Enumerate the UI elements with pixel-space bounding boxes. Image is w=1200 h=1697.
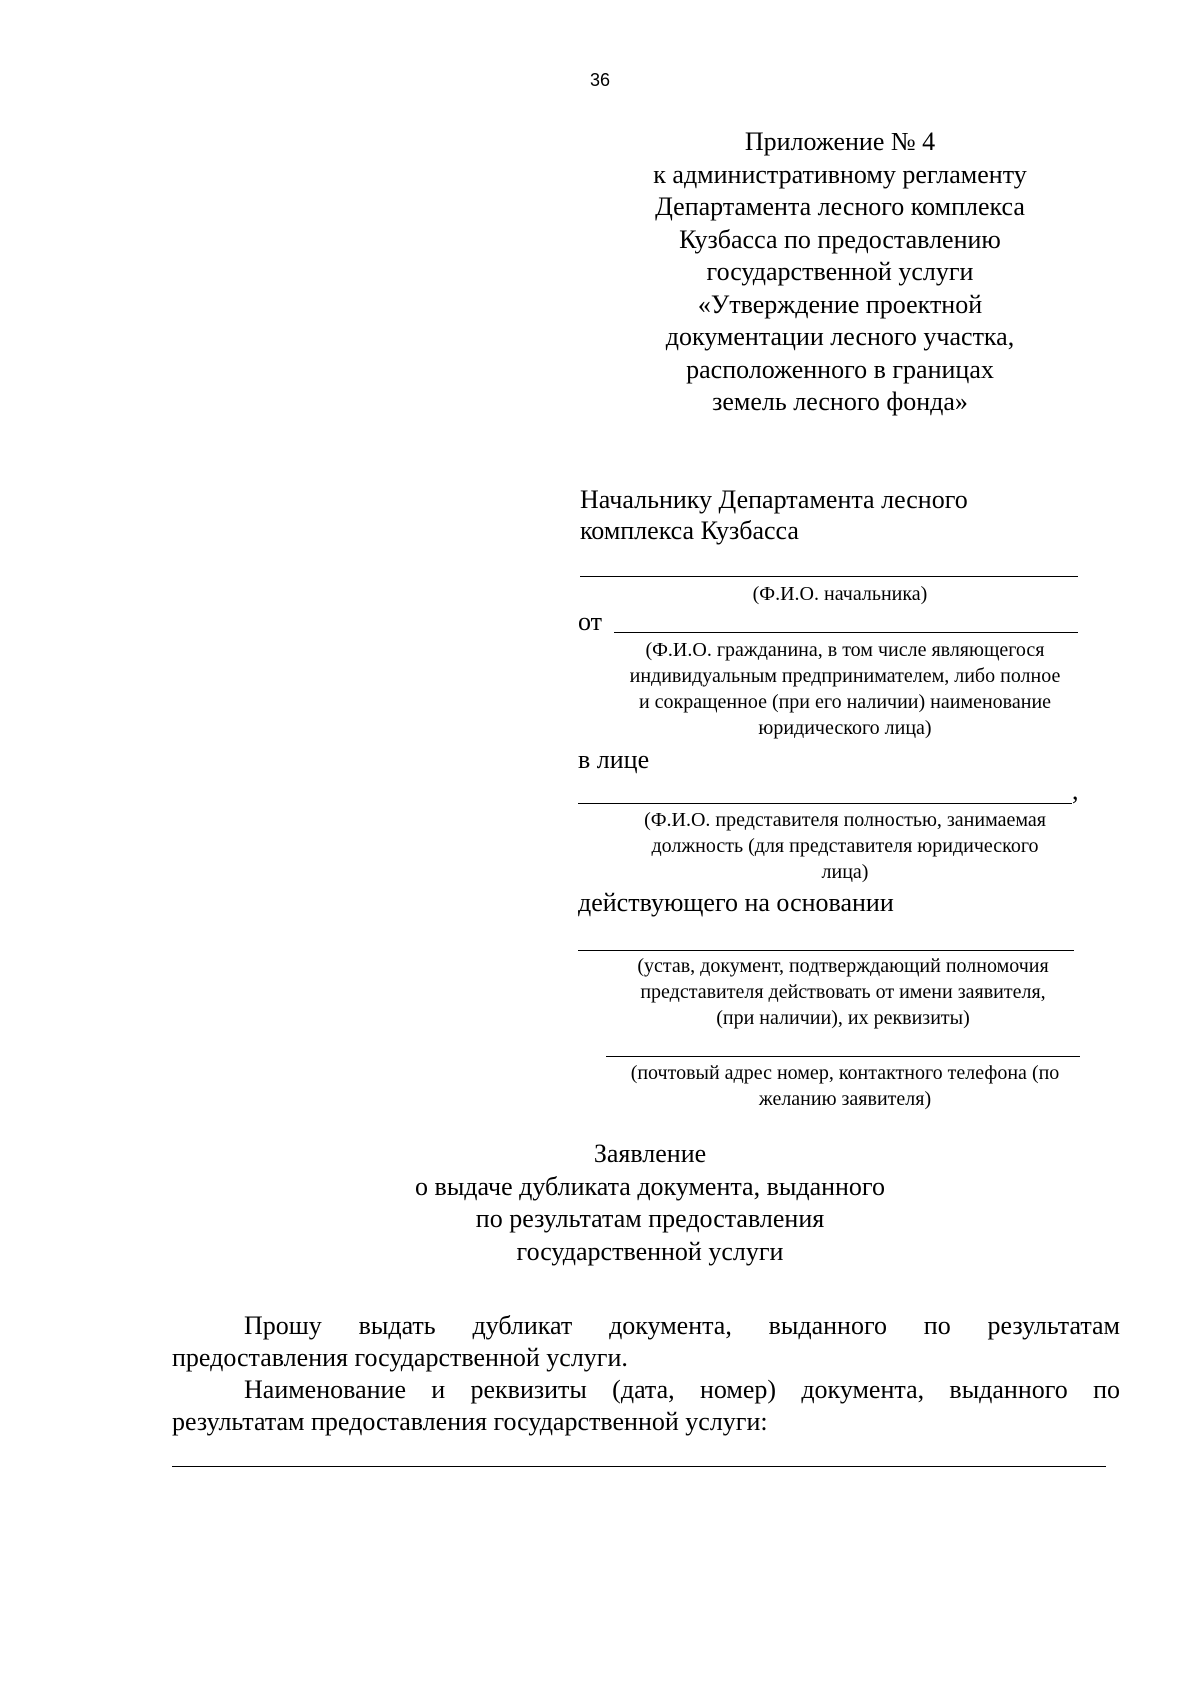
title-line: по результатам предоставления — [475, 1204, 825, 1233]
head-name-line[interactable] — [580, 576, 1078, 577]
applicant-name-line[interactable] — [614, 632, 1078, 633]
appendix-line: Кузбасса по предоставлению — [679, 224, 1001, 254]
addressee-block — [580, 484, 1100, 546]
appendix-header — [612, 126, 1068, 419]
document-title — [300, 1138, 1000, 1268]
addressee-line: Начальнику Департамента лесного — [580, 485, 968, 514]
basis-label: действующего на основании — [578, 888, 894, 917]
addressee-line: комплекса Кузбасса — [580, 516, 799, 545]
basis-line[interactable] — [578, 950, 1074, 951]
applicant-caption: (Ф.И.О. гражданина, в том числе являющегося индивидуальным предпринимателем, либо полное и сокращенное (при его наличии) наименование юридического лица) — [629, 639, 1061, 739]
head-name-caption: (Ф.И.О. начальника) — [752, 583, 928, 605]
from-label: от — [578, 607, 603, 636]
appendix-line: Департамента лесного комплекса — [655, 192, 1025, 221]
appendix-line: государственной услуги — [706, 257, 974, 286]
comma: , — [1072, 776, 1079, 805]
in-person-label: в лице — [578, 745, 650, 774]
appendix-line: «Утверждение проектной — [697, 289, 983, 319]
title-line: о выдаче дубликата документа, выданного — [415, 1171, 885, 1201]
request-paragraph: Прошу выдать дубликат документа, выданного по результатам предоставления государственной услуги. — [172, 1311, 1120, 1372]
appendix-line: земель лесного фонда» — [712, 387, 968, 416]
appendix-line: к административному регламенту — [653, 159, 1027, 189]
title-line: государственной услуги — [516, 1236, 784, 1266]
basis-caption: (устав, документ, подтверждающий полномочия представителя действовать от имени заявителя, (при наличии), их реквизиты) — [637, 955, 1049, 1029]
title-line: Заявление — [593, 1139, 707, 1168]
representative-line[interactable] — [578, 803, 1072, 804]
appendix-line: расположенного в границах — [686, 354, 994, 384]
representative-caption: (Ф.И.О. представителя полностью, занимаемая должность (для представителя юридического лица) — [644, 809, 1046, 883]
appendix-line: Приложение № 4 — [744, 127, 936, 156]
document-details-line[interactable] — [172, 1466, 1106, 1467]
address-line[interactable] — [606, 1056, 1080, 1057]
page-number: 36 — [589, 70, 611, 90]
appendix-line: документации лесного участка, — [665, 322, 1015, 351]
document-details-paragraph: Наименование и реквизиты (дата, номер) документа, выданного по результатам предоставления государственной услуги: — [172, 1375, 1120, 1436]
address-caption: (почтовый адрес номер, контактного телефона (по желанию заявителя) — [630, 1062, 1060, 1110]
